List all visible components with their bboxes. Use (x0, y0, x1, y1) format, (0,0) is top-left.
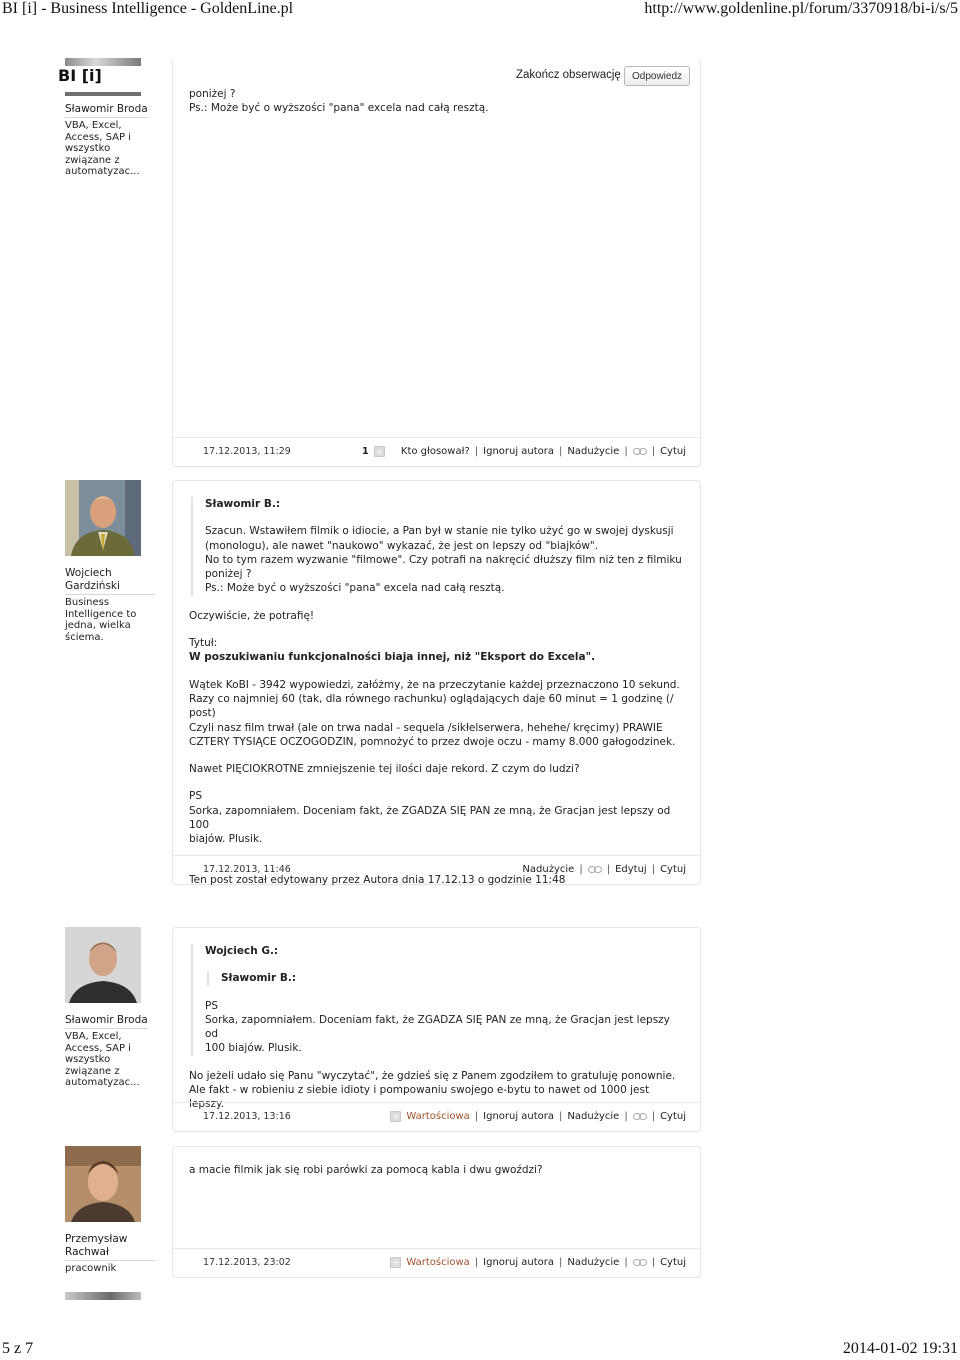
post-author (65, 1146, 155, 1275)
avatar[interactable] (65, 927, 141, 1003)
nested-quote-block (207, 971, 686, 985)
quote-author: Wojciech G.: (205, 945, 279, 957)
post-date: 17.12.2013, 11:29 (203, 446, 291, 457)
separator: | (651, 1111, 656, 1122)
post-actions (390, 1257, 686, 1268)
quote-line: Szacun. Wstawiłem filmik o idiocie, a Pan był w stanie nie tylko użyć go w swojej dyskusji (205, 525, 674, 538)
post-actions (362, 446, 686, 457)
quote-line: 100 biajów. Plusik. (205, 1042, 302, 1055)
post-author (65, 927, 155, 1089)
quote-block (191, 944, 686, 1056)
post-body (189, 944, 686, 1112)
author-name[interactable]: Wojciech Gardziński (65, 567, 155, 595)
edited-note: Ten post został edytowany przez Autora dnia 17.12.13 o godzinie 11:48 (189, 873, 566, 886)
link-icon[interactable] (633, 1113, 647, 1120)
post-actions (522, 864, 686, 875)
separator: | (624, 446, 628, 457)
separator: | (651, 1257, 656, 1268)
report-abuse-link[interactable]: Nadużycie (522, 864, 575, 875)
post-line: Oczywiście, że potrafię! (189, 609, 315, 622)
quote-author: Sławomir B.: (221, 972, 297, 985)
report-abuse-link[interactable]: Nadużycie (567, 446, 620, 457)
print-header (0, 0, 960, 20)
print-footer (0, 1340, 960, 1360)
post (172, 927, 701, 1132)
author-title: VBA, Excel, Access, SAP i wszystko związane z automatyzac... (65, 1031, 140, 1088)
post-author (65, 103, 155, 178)
post-date: 17.12.2013, 11:46 (203, 864, 291, 875)
separator: | (474, 1111, 479, 1122)
post-line: CZTERY TYSIĄCE OCZOGODZIN, pomnożyć to przez dwoje oczu - mamy 8.000 gałogodzinek. (189, 735, 676, 748)
ignore-author-link[interactable]: Ignoruj autora (483, 1111, 555, 1122)
post-body (189, 87, 686, 116)
post-line: Razy co najmniej 60 (tak, dla równego rachunku) oglądających daje 60 minut = 1 godzinę (/ (189, 692, 674, 705)
post-line: No jeżeli udało się Panu "wyczytać", że gdzieś się z Panem zgodziłem to gratuluję ponownie. (189, 1069, 676, 1082)
post-date: 17.12.2013, 13:16 (203, 1111, 291, 1122)
post-actions (390, 1111, 686, 1122)
link-icon[interactable] (633, 448, 647, 455)
author-name[interactable]: Przemysław Rachwał (65, 1233, 155, 1261)
separator: | (651, 864, 656, 875)
post-line: biajów. Plusik. (189, 833, 263, 846)
separator: | (559, 1257, 563, 1268)
ignore-author-link[interactable]: Ignoruj autora (483, 1257, 555, 1268)
post-line: Ps.: Może być o wyższości "pana" excela nad całą resztą. (189, 102, 489, 115)
post-line: Tytuł: (189, 637, 218, 650)
forum-title: BI [i] (58, 66, 108, 85)
quote-link[interactable]: Cytuj (660, 864, 686, 875)
quote-link[interactable]: Cytuj (660, 1257, 686, 1268)
mark-valuable-link[interactable]: Wartościowa (406, 1111, 470, 1122)
reply-button[interactable]: Odpowiedz (624, 66, 690, 86)
separator: | (624, 1257, 628, 1268)
print-timestamp: 2014-01-02 19:31 (842, 1340, 958, 1357)
author-name[interactable]: Sławomir Broda (65, 103, 148, 118)
post (172, 1146, 701, 1278)
post-line: post) (189, 707, 216, 720)
post-footer (173, 437, 700, 466)
quote-line: Sorka, zapomniałem. Doceniam fakt, że ZGADZA SIĘ PAN ze mną, że Gracjan jest lepszy od (205, 1013, 670, 1041)
who-voted-link[interactable]: Kto głosował? (400, 446, 470, 457)
avatar[interactable] (65, 1146, 141, 1222)
quote-block (191, 497, 686, 596)
post-line: Ale fakt - w robieniu z siebie idioty i pompowaniu swojego e-bytu to nawet od 1000 jest lepszy. (189, 1084, 650, 1111)
post-footer (173, 1102, 700, 1131)
post-line: Sorka, zapomniałem. Doceniam fakt, że ZGADZA SIĘ PAN ze mną, że Gracjan jest lepszy od 100 (189, 804, 671, 832)
separator: | (559, 1111, 563, 1122)
post-body (189, 497, 686, 887)
separator: | (651, 446, 656, 457)
edit-link[interactable]: Edytuj (615, 864, 647, 875)
plus-icon[interactable]: + (390, 1111, 401, 1122)
plus-icon[interactable]: + (374, 446, 385, 457)
ignore-author-link[interactable]: Ignoruj autora (483, 446, 555, 457)
quote-line: poniżej ? (205, 568, 252, 581)
report-abuse-link[interactable]: Nadużycie (567, 1257, 620, 1268)
quote-link[interactable]: Cytuj (660, 446, 686, 457)
author-title: Business Intelligence to jedna, wielka ściema. (65, 597, 137, 643)
post-line: PS (189, 790, 202, 803)
avatar-fragment (65, 1292, 141, 1300)
quote-line: No to tym razem wyzwanie "filmowe". Czy potrafi na nakręcić dłuższy film niż ten z filmiku (205, 553, 682, 566)
separator: | (474, 1257, 479, 1268)
post-footer (173, 855, 700, 884)
post (172, 480, 701, 885)
post-footer (173, 1248, 700, 1277)
mark-valuable-link[interactable]: Wartościowa (406, 1257, 470, 1268)
post (172, 60, 701, 467)
link-icon[interactable] (588, 866, 602, 873)
post-date: 17.12.2013, 23:02 (203, 1257, 291, 1268)
post-author (65, 480, 155, 643)
post-line: Nawet PIĘCIOKROTNE zmniejszenie tej ilości daje rekord. Z czym do ludzi? (189, 763, 580, 776)
separator: | (606, 864, 611, 875)
separator: | (579, 864, 583, 875)
vote-count: 1 (361, 446, 369, 457)
post-line: poniżej ? (189, 88, 236, 100)
page-number: 5 z 7 (2, 1340, 34, 1357)
quote-line: PS (205, 999, 218, 1012)
print-header-title: BI [i] - Business Intelligence - GoldenLine.pl (2, 0, 294, 17)
post-line: Wątek KoBI - 3942 wypowiedzi, załóżmy, że na przeczytanie każdej przeznaczono 10 sekund. (189, 678, 680, 691)
quote-line: (monologu), ale nawet "naukowo" wykazać, że jest on lepszy od "biajków". (205, 539, 599, 552)
avatar-fragment (65, 92, 141, 96)
avatar[interactable] (65, 480, 141, 556)
quote-line: Ps.: Może być o wyższości "pana" excela nad całą resztą. (205, 582, 505, 595)
separator: | (559, 446, 563, 457)
author-title: pracownik (65, 1263, 117, 1274)
quote-link[interactable]: Cytuj (660, 1111, 686, 1122)
unwatch-link[interactable]: Zakończ obserwację (516, 69, 621, 81)
post-line: Czyli nasz film trwał (ale on trwa nadal - sequela /sikłelserwera, hehehe/ kręcimy) PRAWIE (189, 721, 663, 734)
post-body (189, 1163, 686, 1177)
post-line: a macie filmik jak się robi parówki za pomocą kabla i dwu gwoździ? (189, 1164, 543, 1176)
report-abuse-link[interactable]: Nadużycie (567, 1111, 620, 1122)
separator: | (474, 446, 479, 457)
author-name[interactable]: Sławomir Broda (65, 1014, 148, 1029)
author-title: VBA, Excel, Access, SAP i wszystko związane z automatyzac... (65, 120, 140, 177)
link-icon[interactable] (633, 1259, 647, 1266)
post-line: W poszukiwaniu funkcjonalności biaja innej, niż "Eksport do Excela". (189, 651, 596, 664)
print-header-url: http://www.goldenline.pl/forum/3370918/bi-i/s/5 (644, 0, 958, 17)
quote-author: Sławomir B.: (205, 498, 281, 510)
separator: | (624, 1111, 628, 1122)
avatar-fragment (65, 58, 141, 66)
plus-icon[interactable]: + (390, 1257, 401, 1268)
